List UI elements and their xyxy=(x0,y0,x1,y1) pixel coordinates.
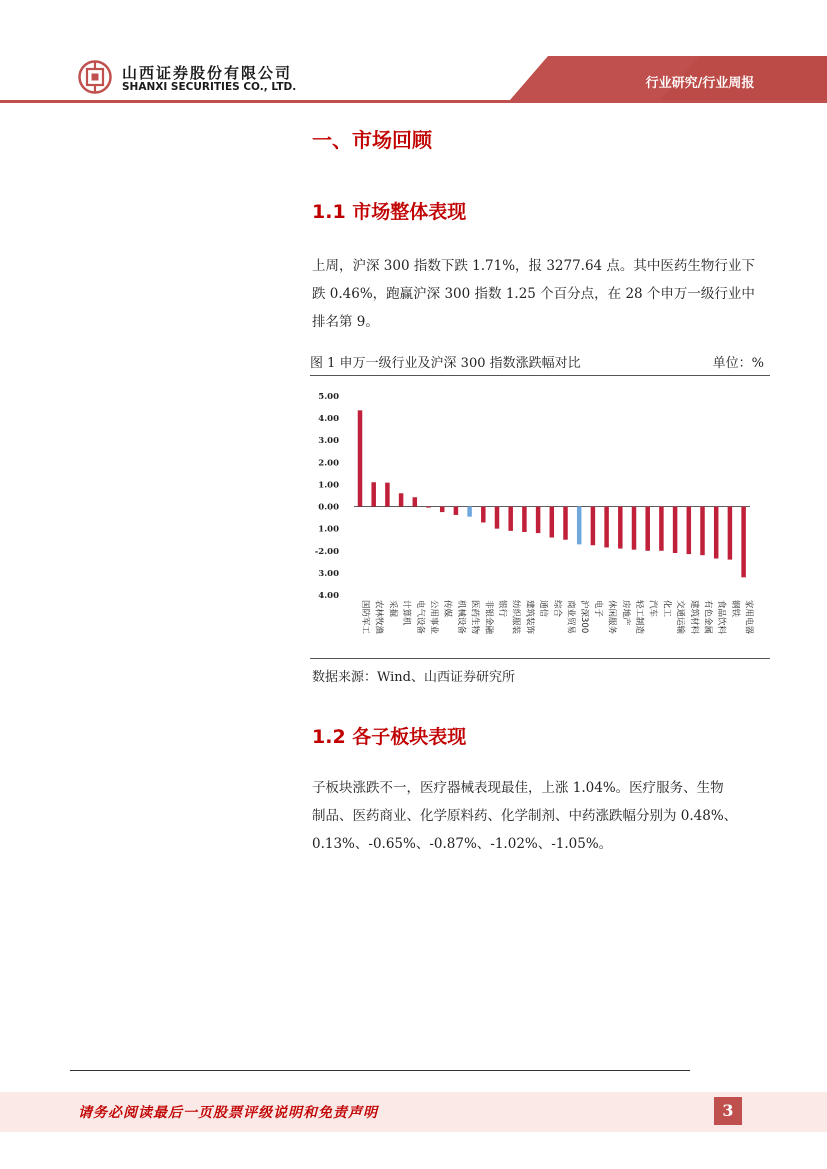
x-category-label: 传媒 xyxy=(442,600,453,618)
x-category-label: 房地产 xyxy=(620,600,631,626)
x-category-label: 休闲服务 xyxy=(606,600,617,635)
x-category-label: 纺织服装 xyxy=(510,600,521,635)
bar-21 xyxy=(645,507,650,551)
page-header xyxy=(0,0,827,112)
figure-unit: 单位：% xyxy=(712,356,764,371)
x-category-label: 机械设备 xyxy=(455,600,466,635)
x-category-label: 国防军工 xyxy=(360,600,370,635)
bar-6 xyxy=(440,507,445,513)
y-tick-label: 2.00 xyxy=(318,458,339,469)
bar-5 xyxy=(426,507,431,508)
y-tick-label: 4.00 xyxy=(318,414,339,425)
paragraph-subsectors xyxy=(312,774,762,858)
figure-title: 图 1 申万一级行业及沪深 300 指数涨跌幅对比 xyxy=(310,356,581,371)
x-category-label: 电子 xyxy=(592,600,603,618)
x-category-label: 交通运输 xyxy=(675,600,686,635)
bar-4 xyxy=(413,497,418,506)
bar-25 xyxy=(700,507,705,556)
x-category-label: 电气设备 xyxy=(414,600,425,635)
page-number: 3 xyxy=(714,1097,742,1125)
section-title-overall: 1.1 市场整体表现 xyxy=(312,201,467,223)
x-category-label: 商业贸易 xyxy=(565,600,576,635)
x-category-label: 钢铁 xyxy=(729,600,740,618)
y-tick-label: 3.00 xyxy=(318,436,339,447)
paragraph-line: 上周，沪深 300 指数下跌 1.71%，报 3277.64 点。其中医药生物行业下 xyxy=(312,258,755,274)
bar-7 xyxy=(454,507,459,515)
x-category-label: 银行 xyxy=(497,600,507,618)
bar-13 xyxy=(536,507,541,534)
x-category-label: 食品饮料 xyxy=(716,600,727,635)
report-type-tag: 行业研究/行业周报 xyxy=(645,76,755,91)
x-category-label: 计算机 xyxy=(401,600,412,626)
bar-19 xyxy=(618,507,623,549)
bar-28 xyxy=(741,507,746,578)
figure-source: 数据来源：Wind、山西证券研究所 xyxy=(312,670,515,685)
footer-disclaimer: 请务必阅读最后一页股票评级说明和免责声明 xyxy=(78,1105,378,1121)
bar-8 xyxy=(467,507,472,517)
x-category-label: 家用电器 xyxy=(743,600,754,635)
x-category-label: 农林牧渔 xyxy=(373,600,384,635)
y-tick-label: 0.00 xyxy=(318,502,339,513)
bar-16 xyxy=(577,507,582,545)
footer-rule xyxy=(70,1070,690,1071)
section-title-market-review: 一、市场回顾 xyxy=(312,128,432,152)
figure-title-row xyxy=(310,349,770,376)
bar-23 xyxy=(673,507,678,553)
paragraph-line: 子板块涨跌不一，医疗器械表现最佳，上涨 1.04%。医疗服务、生物 xyxy=(312,780,724,796)
paragraph-line: 跌 0.46%，跑赢沪深 300 指数 1.25 个百分点，在 28 个申万一级行业中 xyxy=(312,286,755,302)
x-category-label: 化工 xyxy=(661,600,672,618)
bar-0 xyxy=(358,410,363,506)
bar-20 xyxy=(632,507,637,550)
x-category-label: 轻工制造 xyxy=(634,600,644,635)
company-name-cn: 山西证券股份有限公司 xyxy=(122,64,293,82)
bar-27 xyxy=(728,507,733,560)
bar-26 xyxy=(714,507,719,559)
x-category-label: 建筑材料 xyxy=(688,600,699,635)
bar-10 xyxy=(495,507,500,529)
x-category-label: 采掘 xyxy=(387,600,398,618)
y-tick-label: 4.00 xyxy=(318,591,339,601)
bar-2 xyxy=(385,483,390,507)
x-category-label: 公用事业 xyxy=(428,600,439,635)
paragraph-line: 0.13%、-0.65%、-0.87%、-1.02%、-1.05%。 xyxy=(312,836,613,852)
bar-18 xyxy=(604,507,609,548)
x-category-label: 非银金融 xyxy=(483,600,494,635)
x-category-label: 综合 xyxy=(551,600,562,618)
bar-17 xyxy=(591,507,596,546)
x-category-label: 有色金属 xyxy=(702,600,713,635)
y-tick-label: 1.00 xyxy=(318,480,339,491)
y-tick-label: 1.00 xyxy=(318,524,339,535)
bar-12 xyxy=(522,507,527,532)
y-tick-label: 5.00 xyxy=(318,392,339,402)
bar-15 xyxy=(563,507,568,540)
x-category-label: 通信 xyxy=(538,600,549,618)
header-rule xyxy=(0,100,827,103)
section-title-subsectors: 1.2 各子板块表现 xyxy=(312,726,467,748)
company-logo-icon xyxy=(78,60,112,94)
x-category-label: 沪深300 xyxy=(579,600,590,634)
y-tick-label: 3.00 xyxy=(318,568,339,579)
bar-11 xyxy=(508,507,513,531)
bar-22 xyxy=(659,507,664,551)
bar-1 xyxy=(371,482,376,506)
paragraph-overall xyxy=(312,252,762,336)
x-category-label: 医药生物 xyxy=(469,600,480,635)
x-category-label: 汽车 xyxy=(647,600,658,618)
industry-return-bar-chart xyxy=(310,378,770,656)
bar-9 xyxy=(481,507,486,523)
company-name-en: SHANXI SECURITIES CO., LTD. xyxy=(122,81,297,93)
paragraph-line: 制品、医药商业、化学原料药、化学制剂、中药涨跌幅分别为 0.48%、 xyxy=(312,808,738,824)
bar-3 xyxy=(399,493,404,506)
bar-14 xyxy=(550,507,555,538)
paragraph-line: 排名第 9。 xyxy=(312,314,379,330)
bar-24 xyxy=(687,507,692,555)
figure-bottom-rule xyxy=(310,658,770,659)
x-category-label: 建筑装饰 xyxy=(524,600,535,635)
y-tick-label: -2.00 xyxy=(314,546,339,557)
